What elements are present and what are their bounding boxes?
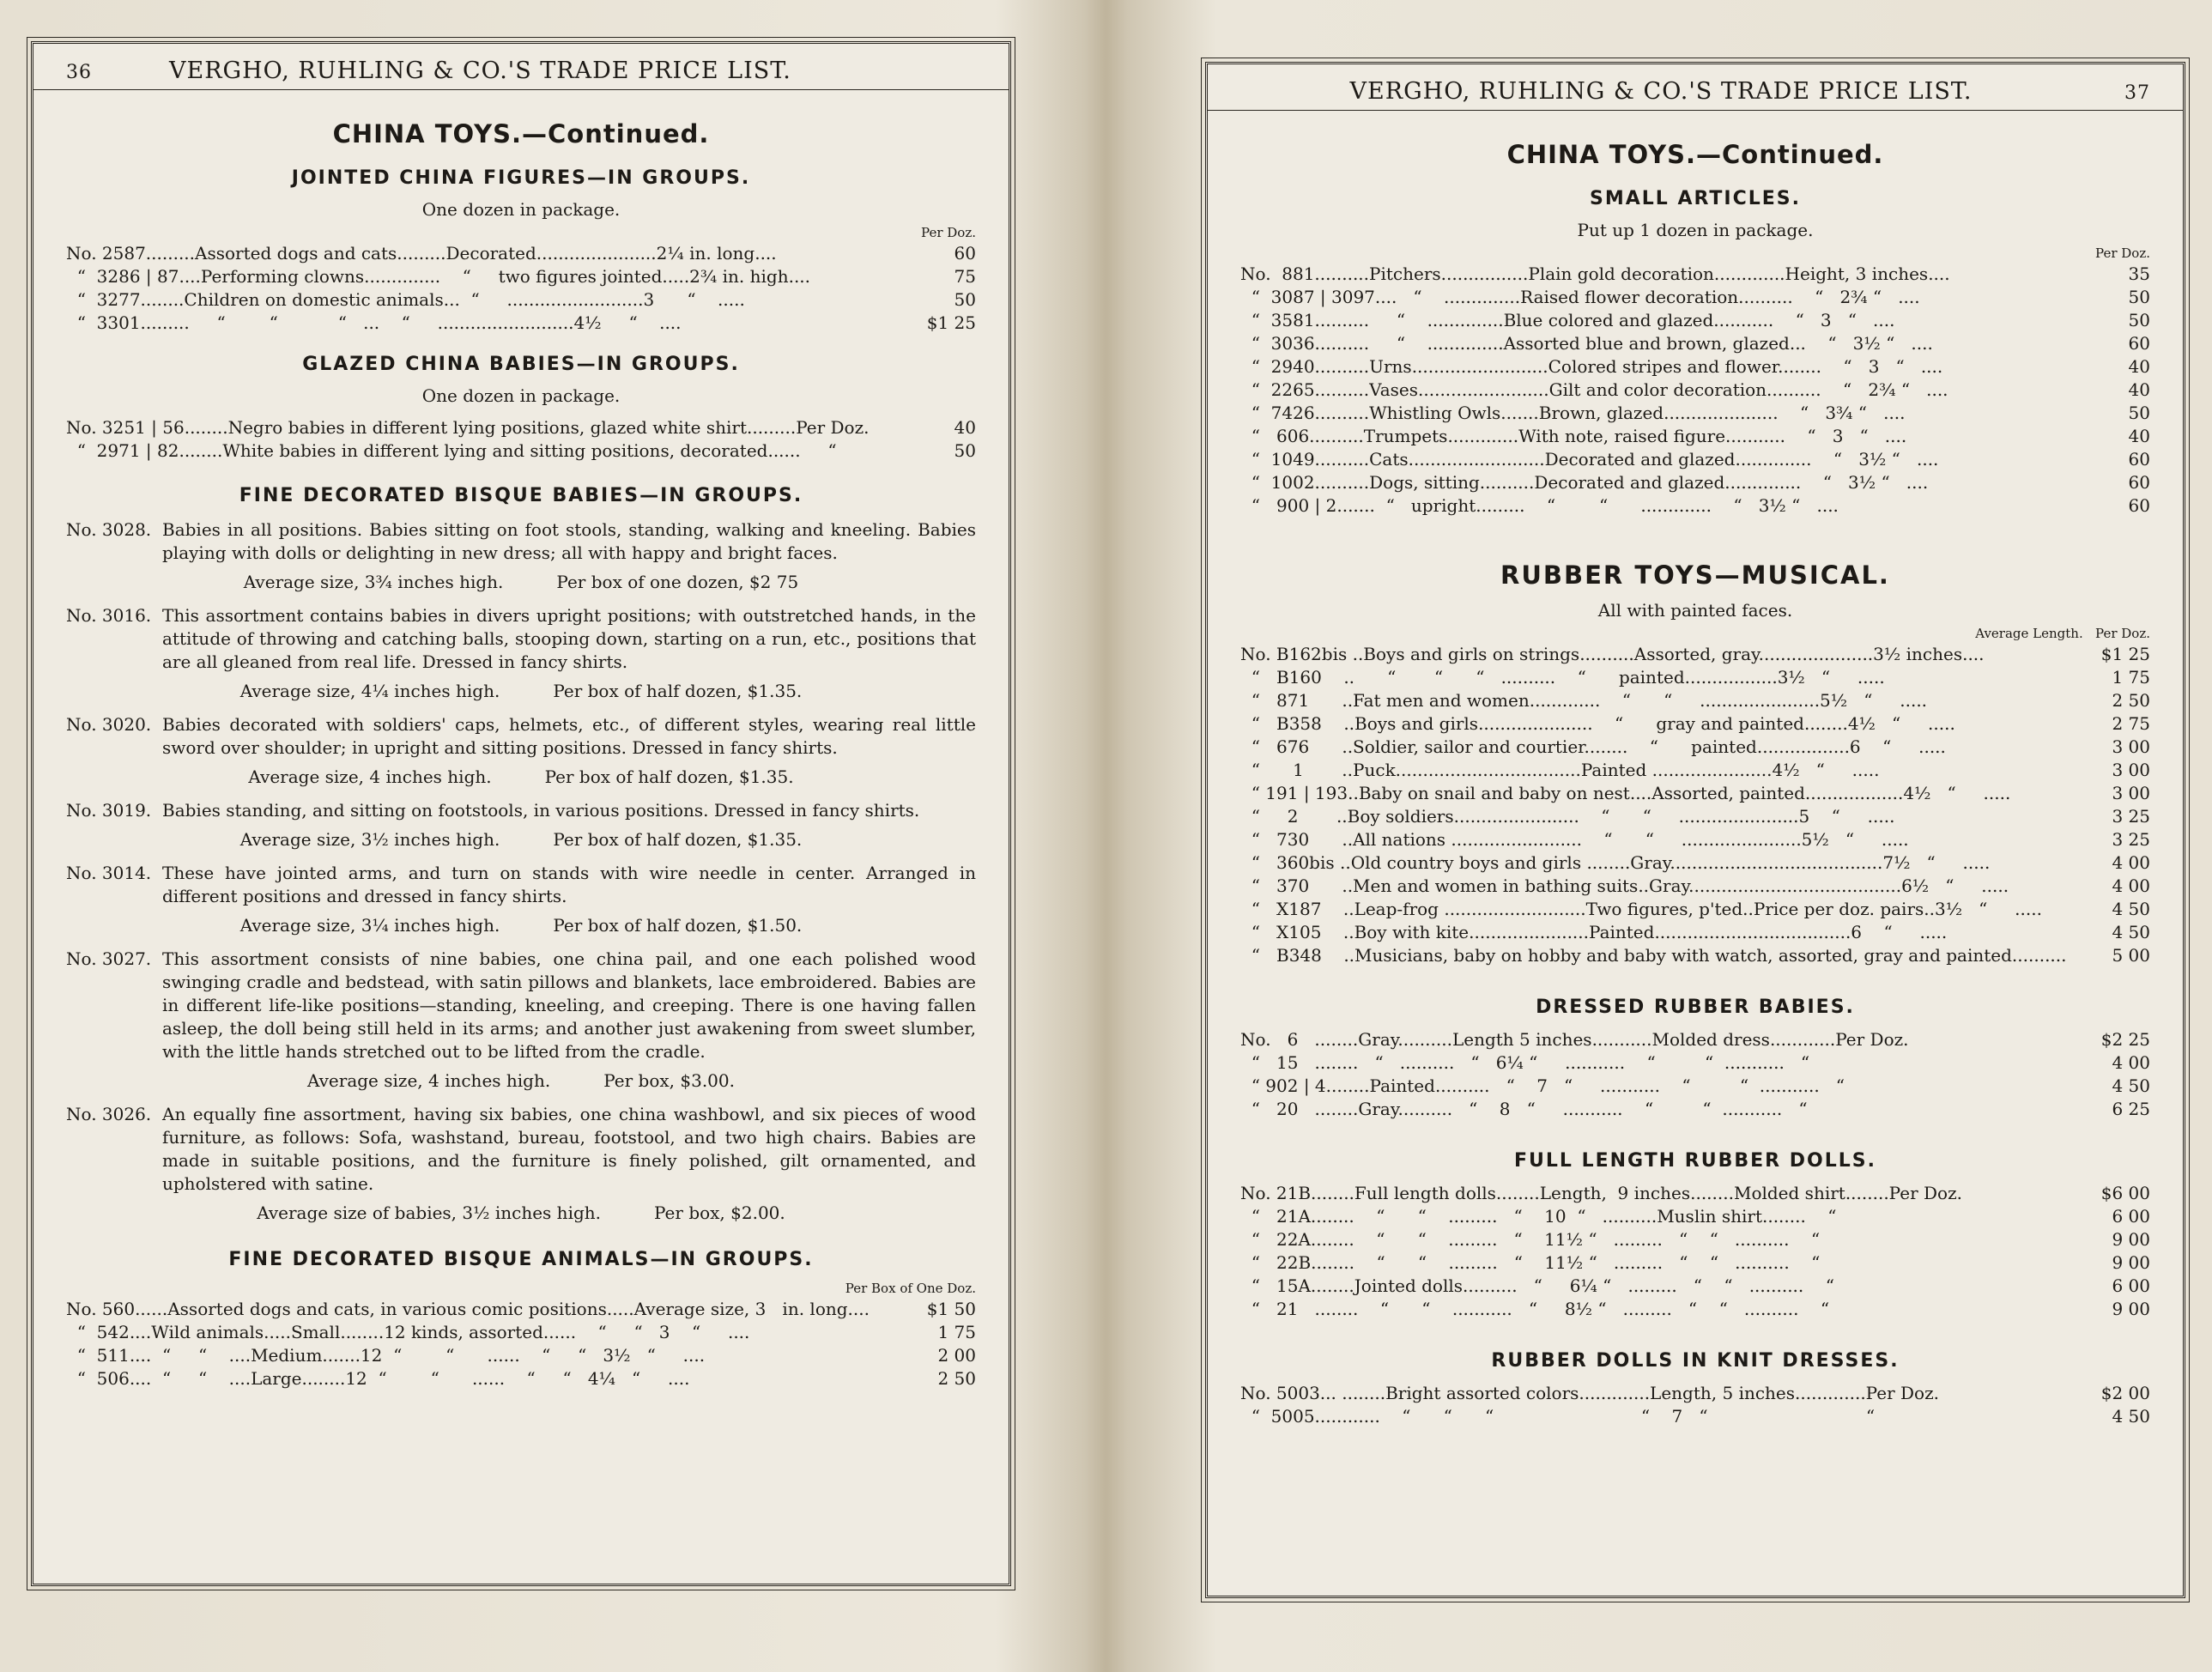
item-description: “ 2265..........Vases........................Gilt and color decoration.......... “ 2¾ “ ....	[1240, 379, 1948, 400]
page-title: CHINA TOYS.—Continued.	[1506, 140, 1884, 169]
right-page	[1205, 62, 2185, 1598]
item-price: 9 00	[2112, 1252, 2150, 1273]
item-price: 40	[2128, 426, 2150, 446]
price-row	[1240, 898, 2150, 921]
section-heading: RUBBER TOYS—MUSICAL.	[1500, 560, 1890, 590]
package-note: All with painted faces.	[1597, 600, 1793, 621]
price-row	[1240, 666, 2150, 689]
section-heading: DRESSED RUBBER BABIES.	[1536, 997, 1855, 1018]
product-entry	[66, 948, 976, 1063]
price-row	[1240, 355, 2150, 379]
item-price: 2 50	[937, 1368, 976, 1389]
price-row	[1240, 1275, 2150, 1298]
price-row	[1240, 471, 2150, 494]
price-row	[1240, 402, 2150, 425]
product-number: No. 3027.	[66, 948, 152, 969]
item-price: 60	[2128, 472, 2150, 493]
item-price: 3 00	[2112, 736, 2150, 757]
item-description: “ 7426..........Whistling Owls.......Brown, glazed..................... “ 3¾ “ ....	[1240, 403, 1906, 423]
item-description: No. B162bis ..Boys and girls on strings..........Assorted, gray.....................3½ inches....	[1240, 644, 1985, 664]
item-price: 50	[2128, 403, 2150, 423]
item-price: 4 00	[2112, 875, 2150, 896]
item-price: 9 00	[2112, 1229, 2150, 1250]
running-header	[33, 44, 1009, 90]
price-row	[66, 288, 976, 312]
price-rows	[1240, 1028, 2150, 1121]
item-description: “ 871 ..Fat men and women............. “ “ ......................5½ “ .....	[1240, 690, 1928, 711]
price-row	[1240, 448, 2150, 471]
price-row	[1240, 689, 2150, 712]
product-entry	[66, 604, 976, 674]
product-number: No. 3028.	[66, 519, 152, 540]
product-entry	[66, 799, 976, 822]
price-rows	[1240, 643, 2150, 967]
item-description: “ 21A........ “ “ ......... “ 10 “ ..........Muslin shirt........ “	[1240, 1206, 1837, 1227]
item-price: 60	[954, 243, 976, 264]
item-price: 60	[2128, 495, 2150, 516]
column-header: Per Doz.	[2095, 245, 2150, 261]
item-price: $1 25	[2100, 644, 2150, 664]
size-price-line	[66, 572, 976, 592]
box-price: Per box of half dozen, $1.50.	[553, 915, 803, 936]
price-row	[1240, 309, 2150, 332]
item-price: 3 25	[2112, 829, 2150, 850]
item-price: 3 25	[2112, 806, 2150, 827]
price-row	[1240, 425, 2150, 448]
item-description: “ 2940..........Urns.........................Colored stripes and flower........ “ 3 “ ....	[1240, 356, 1943, 377]
item-description: “ 902 | 4........Painted.......... “ 7 “ ........... “ “ ........... “	[1240, 1075, 1845, 1096]
item-price: 60	[2128, 333, 2150, 354]
price-row	[1240, 1251, 2150, 1275]
product-description: This assortment consists of nine babies, one china pail, and one each polished wood swinging cradle and bedstead, with satin pillows and blankets, lace embroidered. Babies are in different life-like positions—standing, kneeling, and creeping. There is one having fallen asleep, the doll being still held in its arms; and another just awakening from sweet slumber, with the little hands stretched out to be lifted from the cradle.	[162, 948, 976, 1062]
price-row	[66, 1344, 976, 1367]
product-number: No. 3026.	[66, 1104, 152, 1124]
average-size: Average size, 4¼ inches high.	[239, 681, 500, 701]
product-entry	[66, 518, 976, 565]
section-heading: JOINTED CHINA FIGURES—IN GROUPS.	[291, 167, 751, 189]
price-row	[1240, 782, 2150, 805]
column-header: Per Doz.	[921, 225, 976, 240]
price-row	[1240, 379, 2150, 402]
item-price: 40	[2128, 379, 2150, 400]
price-row	[1240, 736, 2150, 759]
item-description: “ 1 ..Puck..................................Painted ......................4½ “ .....	[1240, 760, 1880, 780]
average-size: Average size, 3¼ inches high.	[239, 915, 500, 936]
item-price: 3 00	[2112, 760, 2150, 780]
section-heading: RUBBER DOLLS IN KNIT DRESSES.	[1491, 1350, 1900, 1372]
price-row	[1240, 875, 2150, 898]
size-price-line	[66, 829, 976, 850]
price-row	[1240, 828, 2150, 851]
price-row	[1240, 851, 2150, 875]
section-heading: SMALL ARTICLES.	[1589, 188, 1802, 209]
item-description: “ 2 ..Boy soldiers....................... “ “ ......................5 “ .....	[1240, 806, 1895, 827]
size-price-line	[66, 1070, 976, 1091]
item-price: 2 75	[2112, 713, 2150, 734]
price-row	[66, 312, 976, 335]
product-description: Babies standing, and sitting on footstools, in various positions. Dressed in fancy shirts.	[162, 800, 920, 821]
price-row	[66, 242, 976, 265]
price-row	[1240, 805, 2150, 828]
item-price: 2 50	[2112, 690, 2150, 711]
product-description: Babies in all positions. Babies sitting on foot stools, standing, walking and kneeling. Babies playing with dolls or delighting in new dress; all with happy and bright faces.	[162, 519, 976, 563]
price-row	[66, 439, 976, 463]
bisque-babies-items	[66, 518, 976, 1223]
item-price: 4 00	[2112, 852, 2150, 873]
header-title: VERGHO, RUHLING & CO.'S TRADE PRICE LIST.	[169, 58, 791, 84]
item-price: 1 75	[937, 1322, 976, 1342]
price-row	[1240, 494, 2150, 518]
price-row	[1240, 1182, 2150, 1205]
price-row	[1240, 759, 2150, 782]
box-price: Per box, $2.00.	[654, 1203, 785, 1223]
item-description: “ 542....Wild animals.....Small........12 kinds, assorted...... “ “ 3 “ ....	[66, 1322, 750, 1342]
price-row	[1240, 712, 2150, 736]
item-description: “ 900 | 2....... “ upright......... “ “ ............. “ 3½ “ ....	[1240, 495, 1839, 516]
price-row	[1240, 1098, 2150, 1121]
item-price: 50	[954, 289, 976, 310]
price-row	[1240, 643, 2150, 666]
item-price: 4 50	[2112, 922, 2150, 942]
left-page	[31, 41, 1011, 1586]
page-number: 37	[2124, 82, 2150, 104]
price-rows	[1240, 1382, 2150, 1428]
item-price: 4 50	[2112, 1075, 2150, 1096]
item-description: “ 506.... “ “ ....Large........12 “ “ ...... “ “ 4¼ “ ....	[66, 1368, 690, 1389]
item-price: $1 25	[926, 312, 976, 333]
product-entry	[66, 713, 976, 760]
price-row	[1240, 1298, 2150, 1321]
price-row	[1240, 332, 2150, 355]
item-description: “ 1049..........Cats.........................Decorated and glazed.............. “ 3½ “ ....	[1240, 449, 1939, 469]
price-row	[1240, 1205, 2150, 1228]
section-heading: FINE DECORATED BISQUE ANIMALS—IN GROUPS.	[228, 1249, 814, 1270]
item-description: “ 15A........Jointed dolls.......... “ 6¼ “ ......... “ “ .......... “	[1240, 1275, 1834, 1296]
box-price: Per box of one dozen, $2 75	[556, 572, 799, 592]
price-rows	[66, 1298, 976, 1390]
size-price-line	[66, 1203, 976, 1223]
size-price-line	[66, 681, 976, 701]
item-price: 75	[954, 266, 976, 287]
product-number: No. 3019.	[66, 800, 152, 821]
item-description: “ X187 ..Leap-frog ..........................Two figures, p'ted..Price per doz. pairs..3½ “ .....	[1240, 899, 2042, 919]
item-price: 4 50	[2112, 899, 2150, 919]
item-description: No. 881..........Pitchers................Plain gold decoration.............Height, 3 inches....	[1240, 264, 1950, 284]
item-price: $2 00	[2100, 1383, 2150, 1403]
item-description: “ 15 ........ “ .......... “ 6¼ “ ........... “ “ ........... “	[1240, 1052, 1810, 1073]
item-description: “ 3581.......... “ ..............Blue colored and glazed........... “ 3 “ ....	[1240, 310, 1895, 330]
item-price: 6 25	[2112, 1099, 2150, 1119]
item-description: No. 21B........Full length dolls........Length, 9 inches........Molded shirt........Per Doz.	[1240, 1183, 1962, 1203]
column-header: Per Box of One Doz.	[845, 1281, 976, 1296]
column-header: Average Length. Per Doz.	[1975, 626, 2150, 641]
box-price: Per box, $3.00.	[603, 1070, 735, 1091]
item-description: “ 20 ........Gray.......... “ 8 “ ........... “ “ ........... “	[1240, 1099, 1808, 1119]
item-description: No. 5003... ........Bright assorted colors.............Length, 5 inches.............Per Doz.	[1240, 1383, 1939, 1403]
average-size: Average size, 3¾ inches high.	[243, 572, 504, 592]
average-size: Average size, 4 inches high.	[307, 1070, 551, 1091]
item-description: “ 21 ........ “ “ ........... “ 8½ “ ......... “ “ .......... “	[1240, 1299, 1830, 1319]
item-price: 4 00	[2112, 1052, 2150, 1073]
price-rows	[66, 416, 976, 463]
item-description: “ 3087 | 3097.... “ ..............Raised flower decoration.......... “ 2¾ “ ....	[1240, 287, 1920, 307]
item-price: 6 00	[2112, 1275, 2150, 1296]
price-row	[1240, 263, 2150, 286]
item-description: “ B348 ..Musicians, baby on hobby and baby with watch, assorted, gray and painted..........	[1240, 945, 2067, 966]
section-heading: GLAZED CHINA BABIES—IN GROUPS.	[302, 354, 740, 375]
product-description: These have jointed arms, and turn on stands with wire needle in center. Arranged in different positions and dressed in fancy shirts.	[162, 863, 976, 906]
item-description: “ 676 ..Soldier, sailor and courtier........ “ painted.................6 “ .....	[1240, 736, 1946, 757]
item-price: 35	[2128, 264, 2150, 284]
price-row	[1240, 1382, 2150, 1405]
running-header	[1208, 64, 2183, 111]
price-row	[1240, 1228, 2150, 1251]
section-heading: FULL LENGTH RUBBER DOLLS.	[1514, 1150, 1876, 1172]
price-rows	[66, 242, 976, 335]
item-price: 5 00	[2112, 945, 2150, 966]
product-number: No. 3016.	[66, 605, 152, 626]
product-entry	[66, 1103, 976, 1196]
product-number: No. 3020.	[66, 714, 152, 735]
box-price: Per box of half dozen, $1.35.	[553, 829, 803, 850]
item-description: “ 3036.......... “ ..............Assorted blue and brown, glazed... “ 3½ “ ....	[1240, 333, 1933, 354]
item-description: “ 3286 | 87....Performing clowns.............. “ two figures jointed.....2¾ in. high....	[66, 266, 811, 287]
item-price: $1 50	[926, 1299, 976, 1319]
item-description: No. 560......Assorted dogs and cats, in various comic positions.....Average size, 3 in. long....	[66, 1299, 870, 1319]
price-row	[66, 1321, 976, 1344]
item-price: $2 25	[2100, 1029, 2150, 1050]
item-description: “ B160 .. “ “ “ .......... “ painted.................3½ “ .....	[1240, 667, 1885, 688]
item-description: “ B358 ..Boys and girls..................... “ gray and painted........4½ “ .....	[1240, 713, 1955, 734]
size-price-line	[66, 766, 976, 787]
average-size: Average size, 4 inches high.	[248, 766, 492, 787]
package-note: Put up 1 dozen in package.	[1577, 220, 1814, 240]
item-price: 4 50	[2112, 1406, 2150, 1427]
item-description: “ 3301......... “ “ “ ... “ .........................4½ “ ....	[66, 312, 682, 333]
item-price: 60	[2128, 449, 2150, 469]
item-description: No. 3251 | 56........Negro babies in different lying positions, glazed white shirt.........Per Doz.	[66, 417, 870, 438]
price-row	[1240, 1051, 2150, 1075]
item-description: “ 360bis ..Old country boys and girls ........Gray.......................................7½ “ .....	[1240, 852, 1991, 873]
section-heading: FINE DECORATED BISQUE BABIES—IN GROUPS.	[239, 485, 803, 506]
item-price: 6 00	[2112, 1206, 2150, 1227]
item-price: 9 00	[2112, 1299, 2150, 1319]
item-description: No. 6 ........Gray..........Length 5 inches...........Molded dress............Per Doz.	[1240, 1029, 1909, 1050]
item-price: 50	[2128, 310, 2150, 330]
item-description: “ 3277........Children on domestic animals... “ .........................3 “ .....	[66, 289, 745, 310]
item-price: 40	[954, 417, 976, 438]
item-description: “ 370 ..Men and women in bathing suits..Gray.......................................6½ “ .....	[1240, 875, 2009, 896]
price-row	[1240, 1405, 2150, 1428]
box-price: Per box of half dozen, $1.35.	[553, 681, 803, 701]
price-row	[66, 265, 976, 288]
item-price: $6 00	[2100, 1183, 2150, 1203]
page-number: 36	[66, 62, 92, 83]
page-title: CHINA TOYS.—Continued.	[332, 119, 710, 148]
package-note: One dozen in package.	[421, 385, 621, 406]
price-row	[1240, 944, 2150, 967]
item-description: “ X105 ..Boy with kite......................Painted....................................6 “ .....	[1240, 922, 1948, 942]
item-description: “ 191 | 193..Baby on snail and baby on nest....Assorted, painted..................4½ “ .....	[1240, 783, 2011, 803]
product-description: An equally fine assortment, having six babies, one china washbowl, and six pieces of wood furniture, as follows: Sofa, washstand, bureau, footstool, and two high chairs. Babies are made in suitable positions, and the furniture is finely polished, gilt ornamented, and upholstered with satine.	[162, 1104, 976, 1194]
price-row	[66, 1367, 976, 1390]
item-price: 3 00	[2112, 783, 2150, 803]
item-description: No. 2587.........Assorted dogs and cats.........Decorated......................2¼ in. long....	[66, 243, 777, 264]
item-price: 50	[2128, 287, 2150, 307]
item-price: 50	[954, 440, 976, 461]
item-price: 2 00	[937, 1345, 976, 1366]
item-description: “ 22A........ “ “ ......... “ 11½ “ ......... “ “ .......... “	[1240, 1229, 1821, 1250]
price-rows	[1240, 263, 2150, 518]
item-price: 40	[2128, 356, 2150, 377]
price-row	[66, 1298, 976, 1321]
price-row	[66, 416, 976, 439]
price-row	[1240, 921, 2150, 944]
package-note: One dozen in package.	[421, 199, 621, 220]
product-description: This assortment contains babies in divers upright positions; with outstretched hands, in the attitude of throwing and catching balls, stooping down, starting on a run, etc., positions that are all gleaned from real life. Dressed in fancy shirts.	[162, 605, 976, 672]
product-number: No. 3014.	[66, 863, 152, 883]
box-price: Per box of half dozen, $1.35.	[544, 766, 794, 787]
size-price-line	[66, 915, 976, 936]
item-description: “ 606..........Trumpets.............With note, raised figure........... “ 3 “ ....	[1240, 426, 1907, 446]
item-description: “ 22B........ “ “ ......... “ 11½ “ ......... “ “ .......... “	[1240, 1252, 1821, 1273]
header-title: VERGHO, RUHLING & CO.'S TRADE PRICE LIST.	[1349, 78, 1973, 105]
price-rows	[1240, 1182, 2150, 1321]
price-row	[1240, 286, 2150, 309]
item-description: “ 1002..........Dogs, sitting..........Decorated and glazed.............. “ 3½ “ ....	[1240, 472, 1929, 493]
item-price: 1 75	[2112, 667, 2150, 688]
item-description: “ 2971 | 82........White babies in different lying and sitting positions, decorated...... “	[66, 440, 837, 461]
average-size: Average size of babies, 3½ inches high.	[257, 1203, 601, 1223]
price-row	[1240, 1075, 2150, 1098]
price-row	[1240, 1028, 2150, 1051]
item-description: “ 511.... “ “ ....Medium.......12 “ “ ...... “ “ 3½ “ ....	[66, 1345, 706, 1366]
item-description: “ 5005............ “ “ “ “ 7 “ “	[1240, 1406, 1876, 1427]
product-entry	[66, 862, 976, 908]
product-description: Babies decorated with soldiers' caps, helmets, etc., of different styles, wearing real little sword over shoulder; in upright and sitting positions. Dressed in fancy shirts.	[162, 714, 976, 758]
average-size: Average size, 3½ inches high.	[239, 829, 500, 850]
item-description: “ 730 ..All nations ........................ “ “ ......................5½ “ .....	[1240, 829, 1909, 850]
